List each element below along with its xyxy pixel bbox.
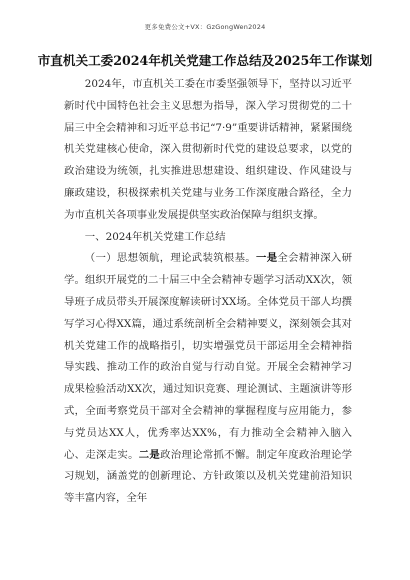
- document-body: [64, 74, 352, 510]
- subsection-paragraph: [64, 248, 352, 510]
- point1-text: 全会精神深入研学。组织开展党的二十届三中全会精神专题学习活动XX次，领导班子成员带头开展深度解读研讨XX场。全体党员干部人均撰写学习心得XX篇，通过系统剖析全会精神要义，深刻领会其对机关党建工作的战略指引，切实增强党员干部运用全会精神指导实践、推动工作的政治自觉与行动自觉。开展全会精神学习成果检验活动XX次，通过知识竞赛、理论测试、主题演讲等形式，全面考察党员干部对全会精神的掌握程度与应用能力，参与党员达XX人，优秀率达XX%，有力推动全会精神入脑入心、走深走实。: [64, 252, 353, 461]
- section-heading: 一、2024年机关党建工作总结: [84, 230, 226, 243]
- document-title: 市直机关工委2024年机关党建工作总结及2025年工作谋划: [37, 53, 373, 68]
- subsection-heading: （一）思想领航，理论武装筑根基。: [84, 252, 257, 265]
- point2-text: 政治理论常抓不懈。制定年度政治理论学习规划，涵盖党的创新理论、方针政策以及机关党建前沿知识等丰富内容，全年: [64, 448, 353, 505]
- watermark-text: 更多免费公文+VX：GzGongWen2024: [144, 23, 266, 31]
- point1-label: 一是: [256, 252, 278, 265]
- point2-label: 二是: [138, 448, 161, 461]
- intro-paragraph: 2024年，市直机关工委在市委坚强领导下，坚持以习近平新时代中国特色社会主义思想为指导，深入学习贯彻党的二十届三中全会精神和习近平总书记“7·9”重要讲话精神，紧紧围绕机关党建核心使命，深入贯彻新时代党的建设总要求，以党的政治建设为统领，扎实推进思想建设、组织建设、作风建设与廉政建设，积极探索机关党建与业务工作深度融合路径，全力为市直机关各项事业发展提供坚实政治保障与组织支撑。: [64, 78, 352, 221]
